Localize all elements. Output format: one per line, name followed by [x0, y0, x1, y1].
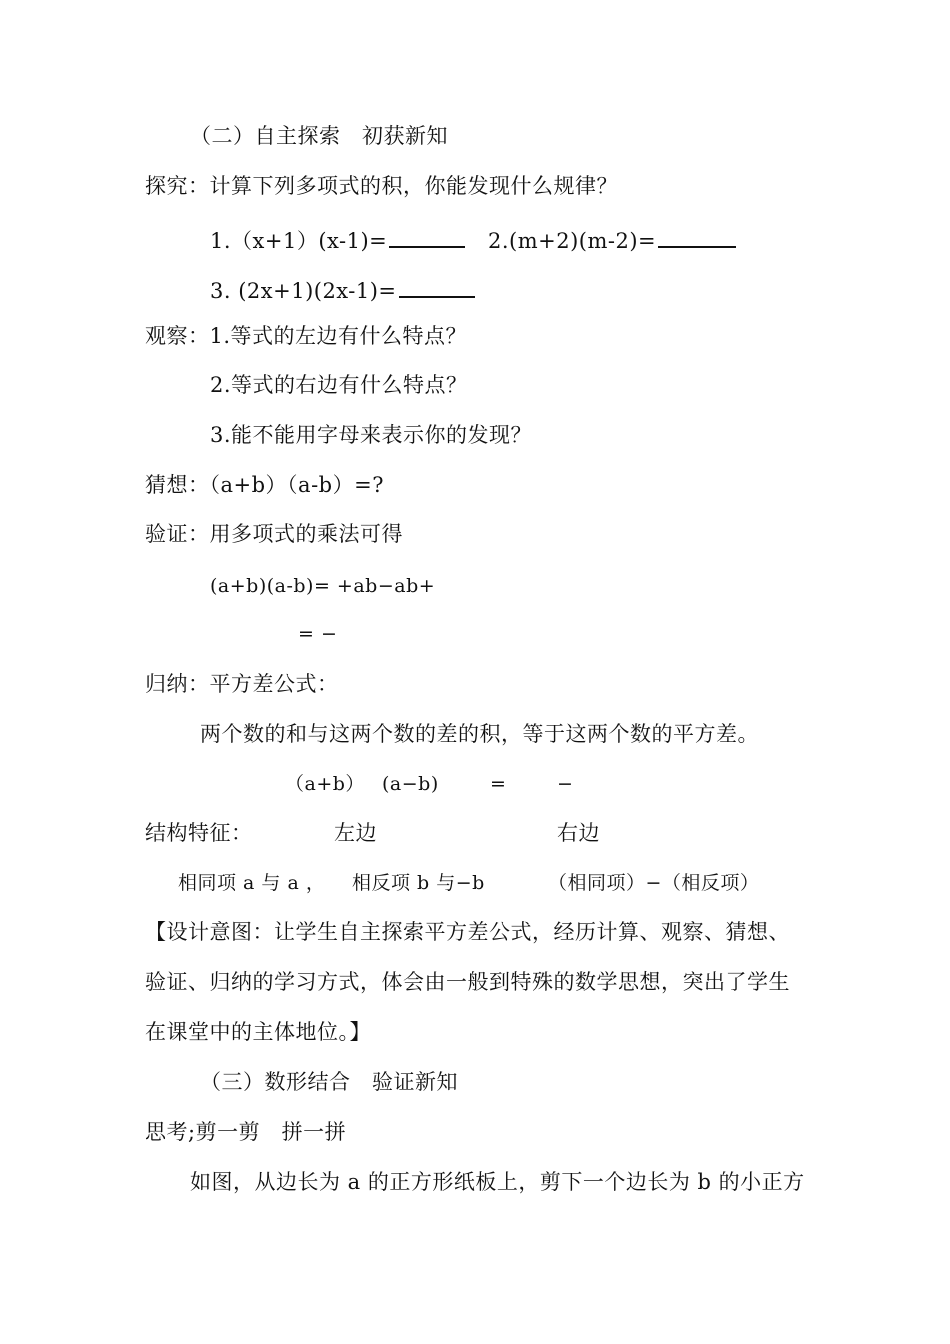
- structure-label: 结构特征：: [145, 821, 253, 845]
- think-line: 思考;剪一剪 拼一拼: [145, 1120, 347, 1144]
- formula-left-factor-1: （a+b）: [285, 773, 365, 795]
- formula-equals: =: [490, 773, 507, 795]
- explore-line: [145, 172, 618, 200]
- summary-line: [145, 670, 339, 698]
- observe-line-1: [145, 322, 467, 350]
- answer-blank-3[interactable]: [399, 274, 475, 298]
- question-1-text: 1.（x+1）(x-1)=: [210, 229, 388, 253]
- verify-label: 验证：: [145, 522, 210, 546]
- observe-item-3: 3.能不能用字母来表示你的发现？: [210, 423, 533, 447]
- question-2-text: 2.(m+2)(m-2)=: [488, 229, 657, 253]
- verify-text: 用多项式的乘法可得: [209, 522, 403, 546]
- answer-blank-2[interactable]: [658, 224, 736, 248]
- answer-blank-1[interactable]: [389, 224, 465, 248]
- explore-label: 探究：: [145, 174, 210, 198]
- observe-item-2: 2.等式的右边有什么特点？: [210, 373, 468, 397]
- difference-of-squares-rule: 两个数的和与这两个数的差的积，等于这两个数的平方差。: [200, 722, 759, 746]
- section-3-heading: （三）数形结合 验证新知: [200, 1070, 458, 1094]
- summary-label: 归纳：: [145, 672, 210, 696]
- design-intent-line-1: 【设计意图：让学生自主探索平方差公式，经历计算、观察、猜想、: [145, 920, 790, 944]
- question-3: [210, 274, 475, 305]
- explore-text: 计算下列多项式的积，你能发现什么规律？: [209, 174, 618, 198]
- structure-opposite-term: 相反项 b 与−b: [352, 872, 485, 894]
- question-3-text: 3. (2x+1)(2x-1)=: [210, 279, 397, 303]
- section-2-heading: （二）自主探索 初获新知: [190, 124, 448, 148]
- formula-minus: −: [557, 773, 574, 795]
- structure-right: 右边: [557, 821, 600, 845]
- structure-formula: （相同项）−（相反项）: [548, 872, 760, 894]
- question-1: [210, 224, 465, 255]
- verify-expansion-1: (a+b)(a-b)= +ab−ab+: [210, 575, 436, 597]
- verify-expansion-2: = −: [298, 623, 338, 645]
- structure-left: 左边: [334, 821, 377, 845]
- verify-line: [145, 520, 403, 548]
- section-3-intro: 如图，从边长为 a 的正方形纸板上，剪下一个边长为 b 的小正方: [190, 1170, 805, 1194]
- observe-item-1: 1.等式的左边有什么特点？: [209, 324, 468, 348]
- question-2: [488, 224, 736, 255]
- guess-line: 猜想：（a+b）（a-b）=?: [145, 473, 384, 497]
- design-intent-line-2: 验证、归纳的学习方式，体会由一般到特殊的数学思想，突出了学生: [145, 970, 790, 994]
- formula-left-factor-2: (a−b): [382, 773, 439, 795]
- observe-label: 观察：: [145, 324, 210, 348]
- summary-text: 平方差公式：: [209, 672, 339, 696]
- design-intent-line-3: 在课堂中的主体地位。】: [145, 1020, 371, 1044]
- structure-same-term: 相同项 a 与 a ，: [178, 872, 326, 894]
